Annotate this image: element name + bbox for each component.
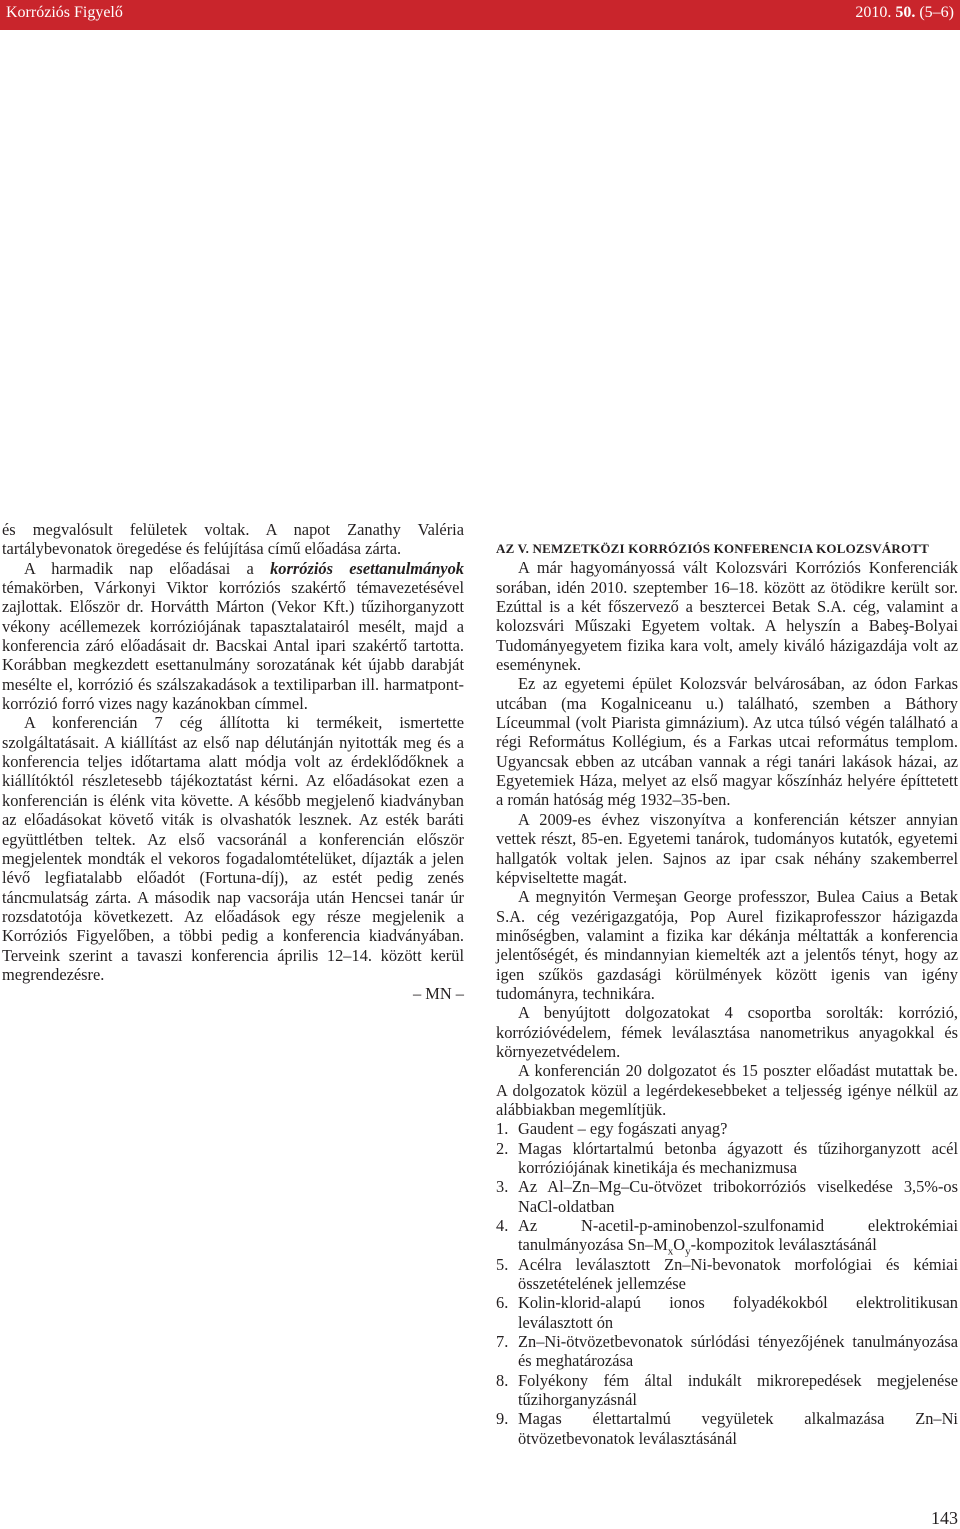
item-number: 4.: [496, 1216, 509, 1236]
paragraph-text: témakörben, Várkonyi Viktor korróziós szakértő témavezetésével zajlottak. Először dr. Horvátth Márton (Vekor Kft.) tűzihorganyzott vékony acéllemezek korróziójának tapasztalatairól mesélt, majd a konferencia záró előadásait dr. Bacskai Antal ipari szakértő tartotta. Korábban megkezdett esettanulmány sorozatának két újabb darabját mesélte el, korrózió és szálszakadások a textiliparban ill. harmatpont-korrózió forró vizes nagy kazánokban címmel.: [2, 578, 464, 714]
item-number: 9.: [496, 1409, 509, 1429]
running-header: [0, 0, 960, 30]
list-item: [496, 1119, 958, 1138]
paragraph-text: A harmadik nap előadásai a: [24, 558, 271, 578]
subscript: y: [685, 1245, 691, 1258]
list-item: [496, 1409, 958, 1448]
issue-info: [855, 4, 954, 22]
paragraph: A már hagyományossá vált Kolozsvári Korróziós Konferenciák sorában, idén 2010. szeptember 16–18. között az ötödikre került sor. Ezúttal is a két főszervező a besztercei Betak S.A. cég, valamint a kolozsvári Műszaki Egyetem voltak. A helyszín a Babeş-Bolyai Tudományegyetem fizika kara volt, amely kiváló házigazdája volt az eseménynek.: [496, 558, 958, 675]
item-text: -kompozitok leválasztásánál: [690, 1235, 877, 1255]
list-item: [496, 1293, 958, 1332]
item-text: Az N-acetil-p-aminobenzol-szulfonamid elektrokémiai tanulmányozása Sn–M: [518, 1216, 958, 1255]
right-column: [496, 539, 958, 1448]
item-number: 6.: [496, 1293, 509, 1313]
item-text: Acélra leválasztott Zn–Ni-bevonatok morfológiai és kémiai összetételének jellemzése: [518, 1254, 958, 1294]
item-text: Magas klórtartalmú betonba ágyazott és tűzihorganyzott acél korróziójának kinetikája és mechanizmusa: [518, 1138, 958, 1177]
issue-number: 50.: [895, 4, 916, 21]
paragraph: A megnyitón Vermeşan George professzor, Bulea Caius a Betak S.A. cég vezérigazgatója, Pop Aurel fizikaprofesszor házigazda minőségben, valamint a fizika kar dékánja méltatták a konferencia jelentőségét, és mindannyian kiemelték azt a jelentős tényt, hogy az igen szűkös gazdasági körülmények között igenis van igény tudományra, technikára.: [496, 887, 958, 1003]
item-number: 1.: [496, 1119, 509, 1139]
item-number: 2.: [496, 1138, 509, 1158]
item-text: Magas élettartalmú vegyületek alkalmazása Zn–Ni ötvözetbevonatok leválasztásánál: [518, 1409, 958, 1448]
paper-list: [496, 1119, 958, 1448]
signature: – MN –: [413, 984, 464, 1004]
paragraph: A konferencián 7 cég állította ki termékeit, ismertette szolgáltatásait. A kiállítást az első nap délutánján nyitották meg és a konferencia teljes időtartama alatt módja volt az érdeklődőknek a kiállítóktól részletesebb tájékoztatást kérni. Az előadásokat ezen a konferencián is élénk vita követte. A később megjelenő kiadványban az előadásokat követő viták is olvashatók lesznek. Az esték baráti együttlétben teltek. Az első vacsoránál a konferencián először megjelentek mondták el vekoros fogadalomtételüket, díjazták a jelen lévő legfiatalabb előadót (Fortuna-díj), az estét pedig zenés táncmulatság zárta. A második nap vacsorája után Hencsei tanár úr rozsdatotója következett. Az előadások egy része megjelenik a Korróziós Figyelőben, a többi pedig a konferencia kiadványában. Terveink szerint a tavaszi konferencia április 12–14. között kerül megrendezésre.: [2, 713, 464, 984]
item-number: 7.: [496, 1332, 509, 1352]
paragraph: Ez az egyetemi épület Kolozsvár belvárosában, az ódon Farkas utcában (ma Kogalniceanu u.) található, szemben a Báthory Líceummal (volt Piarista gimnázium). Az utca túlsó végén található a régi Református Kollégium, és a Farkas utcai református templom. Ugyancsak ebben az utcában vannak a régi tanári lakások házai, az Egyetemiek Háza, melyet az első magyar kőszínház helyére építtetett a román hatóság még 1932–35-ben.: [496, 674, 958, 810]
list-item: [496, 1332, 958, 1371]
issue-year: 2010.: [855, 4, 896, 21]
paragraph: [2, 559, 464, 714]
page-number: 143: [931, 1508, 958, 1528]
item-text: Gaudent – egy fogászati anyag?: [518, 1119, 728, 1139]
left-column: [2, 520, 464, 1004]
list-item: [496, 1255, 958, 1294]
item-text: Kolin-klorid-alapú ionos folyadékokból elektrolitikusan leválasztott ón: [518, 1293, 958, 1332]
item-text: Folyékony fém által indukált mikrorepedések megjelenése tűzihorganyzásnál: [518, 1370, 958, 1410]
item-number: 5.: [496, 1254, 509, 1274]
list-item: [496, 1371, 958, 1410]
paragraph: és megvalósult felületek voltak. A napot Zanathy Valéria tartálybevonatok öregedése és felújítása című előadása zárta.: [2, 520, 464, 559]
item-number: 8.: [496, 1370, 509, 1390]
paragraph: A 2009-es évhez viszonyítva a konferencián kétszer annyian vettek részt, 85-en. Egyetemi tanárok, tudományos kutatók, egyetemi hallgatók voltak jelen. Sajnos az ipar csak néhány szakemberrel képviseltette magát.: [496, 809, 958, 887]
subscript: x: [667, 1245, 674, 1258]
emphasis: korróziós esettanulmányok: [270, 558, 464, 578]
list-item: [496, 1177, 958, 1216]
list-item: [496, 1216, 958, 1258]
issue-parts: (5–6): [915, 4, 954, 21]
item-text: Az Al–Zn–Mg–Cu-ötvözet tribokorróziós viselkedése 3,5%-os NaCl-oldatban: [518, 1177, 958, 1216]
journal-title: Korróziós Figyelő: [6, 4, 123, 21]
paragraph: A konferencián 20 dolgozatot és 15 poszter előadást mutattak be. A dolgozatok közül a legérdekesebbeket a teljesség igénye nélkül az alábbiakban megemlítjük.: [496, 1061, 958, 1119]
item-number: 3.: [496, 1177, 509, 1197]
item-text: Zn–Ni-ötvözetbevonatok súrlódási tényezőjének tanulmányozása és meghatározása: [518, 1332, 958, 1371]
section-title: AZ V. NEMZETKÖZI KORRÓZIÓS KONFERENCIA KOLOZSVÁROTT: [496, 541, 930, 556]
item-text: O: [673, 1235, 686, 1255]
list-item: [496, 1139, 958, 1178]
paragraph: A benyújtott dolgozatokat 4 csoportba sorolták: korrózió, korrózióvédelem, fémek leválasztása nanometrikus anyagokkal és környezetvédelem.: [496, 1003, 958, 1061]
